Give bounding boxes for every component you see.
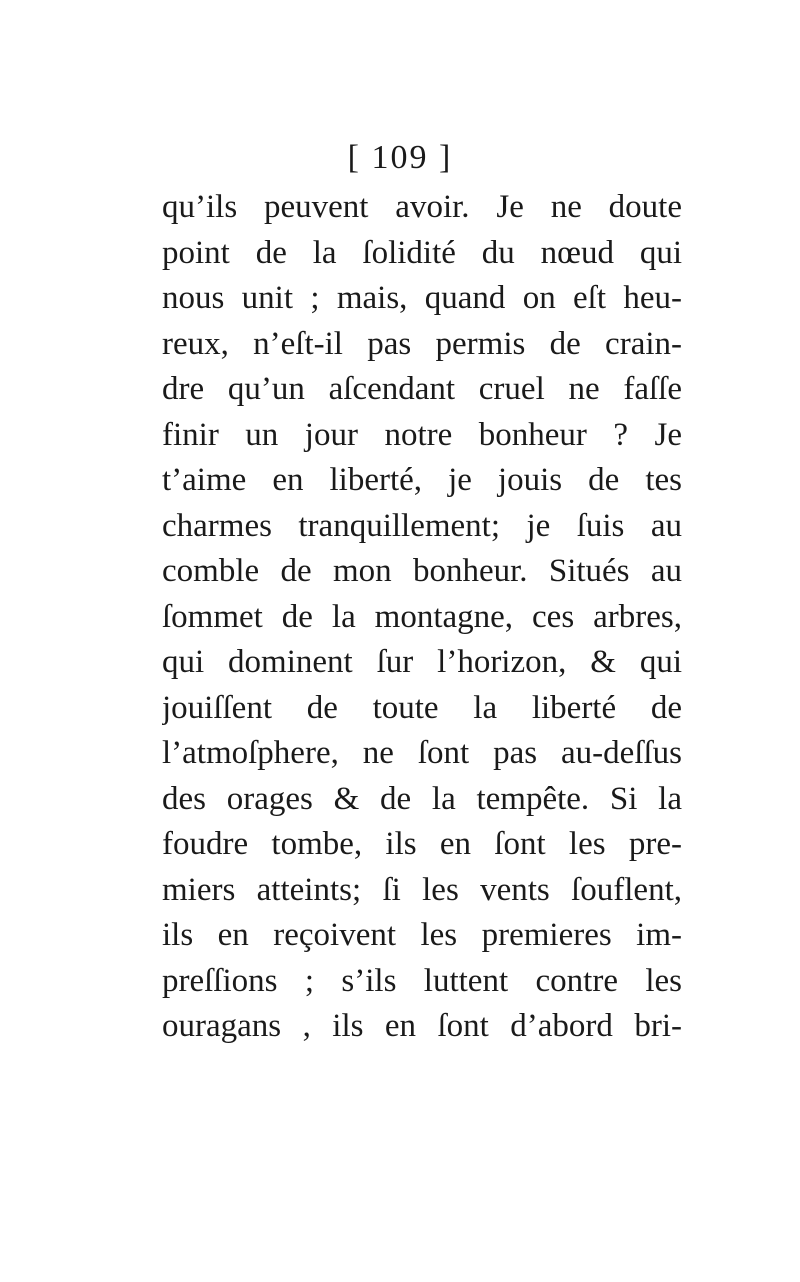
text-line: jouiſſent de toute la liberté de [162,689,682,726]
text-line: l’atmoſphere, ne ſont pas au-deſſus [162,735,682,771]
text-line: t’aime en liberté, je jouis de tes [162,462,682,498]
text-line: dre qu’un aſcendant cruel ne faſſe [162,371,682,407]
text-line: qu’ils peuvent avoir. Je ne doute [162,189,682,225]
text-line: point de la ſolidité du nœud qui [162,234,682,271]
text-line: foudre tombe, ils en ſont les pre- [162,826,682,862]
text-line: nous unit ; mais, quand on eſt heu- [162,280,682,316]
text-line: charmes tranquillement; je ſuis au [162,507,682,544]
text-line: qui dominent ſur l’horizon, & qui [162,644,682,680]
page-number: [ 109 ] [347,139,453,176]
text-line: miers atteints; ſi les vents ſouflent, [162,871,682,908]
body-text [162,185,682,1050]
text-line: ouragans , ils en ſont d’abord bri- [162,1008,682,1044]
text-line: comble de mon bonheur. Situés au [162,553,682,589]
text-line: preſſions ; s’ils luttent contre les [162,962,682,999]
text-line: finir un jour notre bonheur ? Je [162,416,682,453]
text-line: reux, n’eſt-il pas permis de crain- [162,325,682,362]
text-line: ſommet de la montagne, ces arbres, [162,598,682,635]
text-line: des orages & de la tempête. Si la [162,780,682,817]
text-line: ils en reçoivent les premieres im- [162,917,682,953]
